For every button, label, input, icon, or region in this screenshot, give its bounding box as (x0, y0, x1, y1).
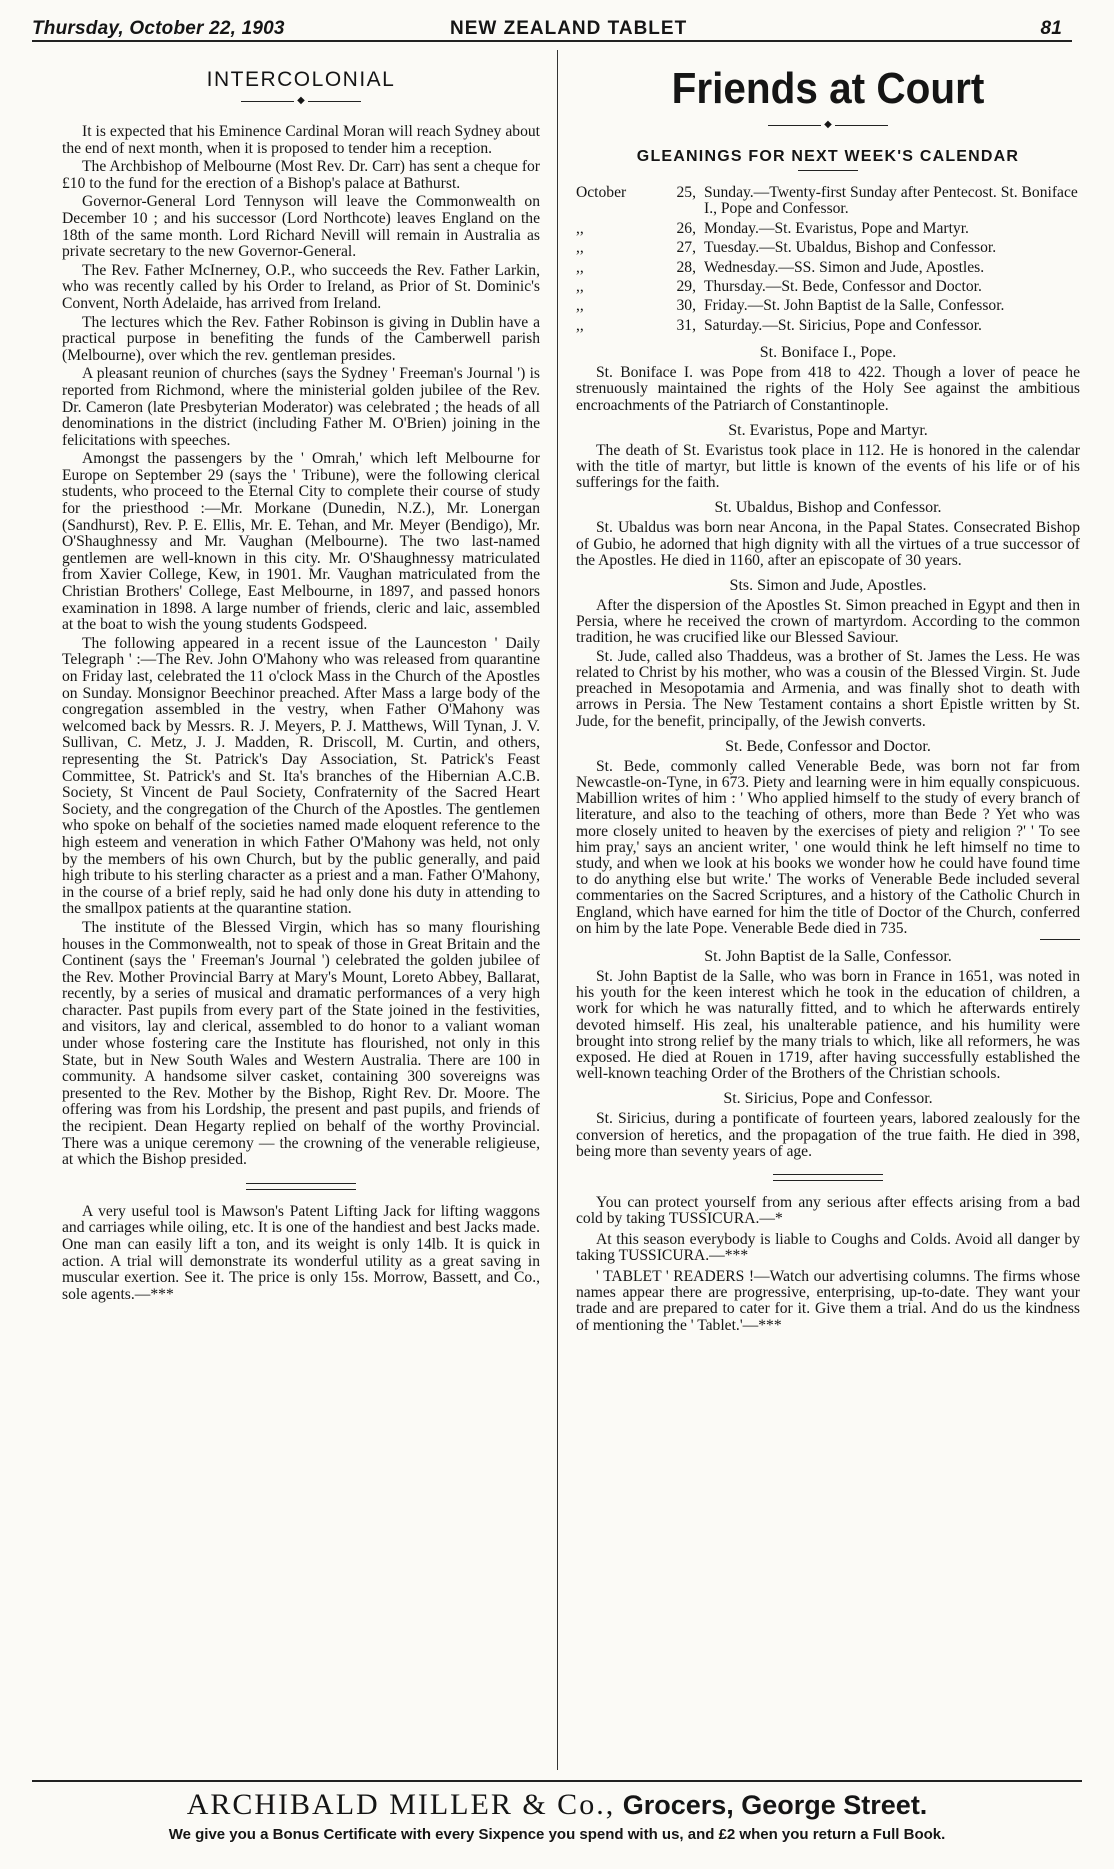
paragraph-rule (1040, 939, 1080, 940)
calendar-day: 28, (676, 258, 696, 276)
calendar-subtitle: GLEANINGS FOR NEXT WEEK'S CALENDAR (636, 148, 1020, 165)
intercolonial-body (62, 124, 540, 1169)
calendar-day: 27, (676, 239, 696, 257)
calendar-text: Thursday.—St. Bede, Confessor and Doctor. (704, 278, 982, 296)
calendar-entry (576, 221, 1080, 237)
calendar-text: Friday.—St. John Baptist de la Salle, Confessor. (704, 297, 1005, 315)
calendar-day: 25, (676, 184, 696, 201)
calendar-entry (576, 260, 1080, 276)
section-separator (246, 1183, 356, 1190)
calendar-entry (576, 298, 1080, 314)
saint-heading: St. Evaristus, Pope and Martyr. (728, 421, 928, 439)
grocer-name: ARCHIBALD MILLER & Co., (186, 1788, 616, 1821)
news-paragraph: Governor-General Lord Tennyson will leave the Commonwealth on December 10 ; and his successor (Lord Northcote) leaves England on the 18th of the same month. Lord Richard Nevill will remain in Australia as private secretary to the new Governor-General. (62, 193, 540, 261)
saints-body (576, 344, 1080, 1160)
advert-paragraph: ' TABLET ' READERS !—Watch our advertising columns. The firms whose names appear there are progressive, enterprising, up-to-date. They want your trade and are prepared to cater for it. Give them a trial. And do us the kindness of mentioning the ' Tablet.'—*** (576, 1267, 1080, 1334)
saint-paragraph: St. Jude, called also Thaddeus, was a brother of St. James the Less. He was related to Christ by his mother, who was a cousin of the Blessed Virgin. St. Jude preached in Mesopotamia and Armenia, and was finally shot to death with arrows in Persia. The New Testament contains a short Epistle written by St. Jude, for the benefit, principally, of the Jewish converts. (576, 647, 1080, 730)
saint-paragraph: St. Bede, commonly called Venerable Bede, was born not far from Newcastle-on-Tyne, in 673. Piety and learning were in him equally conspicuous. Mabillion writes of him : ' Who applied himself to the study of every branch of literature, and also to the teaching of others, more than Bede ? Yet who was more closely united to heaven by the exercises of piety and religion ?' ' To see him pray,' says an ancient writer, ' one would think he left himself no time to study, and when we look at his books we wonder how he could have found time to do anything else but write.' The works of Venerable Bede included several commentaries on the Sacred Scriptures, and a history of the Catholic Church in England, which have earned for him the title of Doctor of the Church, conferred on him by the late Pope. Venerable Bede died in 735. (576, 757, 1080, 937)
title-ornament: ◆ (768, 120, 888, 130)
saint-paragraph: After the dispersion of the Apostles St. Simon preached in Egypt and then in Persia, where he received the crown of martyrdom. According to the common tradition, he was crucified like our Blessed Saviour. (576, 597, 1080, 647)
calendar-text: Wednesday.—SS. Simon and Jude, Apostles. (704, 258, 985, 276)
calendar-month: ,, (576, 278, 584, 296)
advert-paragraph: You can protect yourself from any serious after effects arising from a bad cold by taking TUSSICURA.—* (576, 1193, 1080, 1228)
intercolonial-title: INTERCOLONIAL (206, 68, 396, 91)
calendar-month: ,, (576, 316, 584, 334)
saint-heading: St. Ubaldus, Bishop and Confessor. (714, 499, 942, 517)
header-rule (32, 40, 1072, 42)
calendar-day: 29, (676, 278, 696, 296)
saint-paragraph: St. John Baptist de la Salle, who was born in France in 1651, was noted in his youth for the keen interest which he took in the education of children, a work for which he was naturally fitted, and to which he afterwards entirely devoted himself. His zeal, his unalterable patience, and his humility were brought into strong relief by the many trials to which, like all reformers, he was exposed. He died at Rouen in 1719, after having successfully established the well-known teaching Order of the Brothers of the Christian schools. (576, 967, 1080, 1083)
calendar-entry (576, 240, 1080, 256)
footer-advert (32, 1780, 1082, 1843)
subtitle-rule (798, 170, 858, 171)
calendar-day: 31, (676, 316, 696, 334)
right-adverts (576, 1195, 1080, 1334)
friends-at-court-title: Friends at Court (671, 64, 985, 113)
mawson-jack-advert: A very useful tool is Mawson's Patent Lifting Jack for lifting waggons and carriages while oiling, etc. It is one of the handiest and best Jacks made. One man can easily lift a ton, and its weight is only 14lb. It is quick in action. A trial will demonstrate its wonderful utility as a great saving in muscular exertion. See it. The price is only 15s. Morrow, Bassett, and Co., sole agents.—*** (62, 1202, 540, 1303)
saint-heading: Sts. Simon and Jude, Apostles. (729, 577, 927, 595)
page-header (32, 4, 1072, 42)
news-paragraph: The following appeared in a recent issue of the Launceston ' Daily Telegraph ' :—The Rev. John O'Mahony who was released from quarantine on Friday last, celebrated the 11 o'clock Mass in the Church of the Apostles on Sunday. Monsignor Beechinor preached. After Mass a large body of the congregation assembled in the vestry, when Father O'Mahony was welcomed back by Messrs. R. J. Meyers, P. J. Matthews, Will Tynan, J. V. Sullivan, C. Metz, J. J. Madden, R. Driscoll, M. Curtin, and others, representing the St. Patrick's Day Association, St. Patrick's Feast Committee, St. Patrick's and St. Ita's branches of the Hibernian A.C.B. Society, St Vincent de Paul Society, Confraternity of the Sacred Heart Society, and the congregation of the Church of the Apostles. The gentlemen who spoke on behalf of the societies named made eloquent reference to the high esteem and veneration in which Father O'Mahony was held, not only by the members of his own Church, but by the public generally, and paid high tribute to his sterling character as a priest and a man. Father O'Mahony, in the course of a brief reply, said he had only done his duty in attending to the smallpox patients at the quarantine station. (62, 634, 540, 918)
calendar-day: 30, (676, 297, 696, 315)
news-paragraph: Amongst the passengers by the ' Omrah,' which left Melbourne for Europe on September 29 (says the ' Tribune), were the following clerical students, who proceed to the Eternal City to complete their course of study for the priesthood :—Mr. Morkane (Dunedin, N.Z.), Mr. Lonergan (Sandhurst), Rev. P. E. Ellis, Mr. E. Tehan, and Mr. Meyer (Bendigo), Mr. O'Shaughnessy and Mr. Vaughan (Melbourne). The two last-named gentlemen are well-known in this city. Mr. O'Shaughnessy matriculated from Xavier College, Kew, in 1901. Mr. Vaughan matriculated from the Christian Brothers' College, East Melbourne, in 1897, and passed honors examination in 1898. A large number of friends, cleric and laic, assembled at the boat to wish the young students Godspeed. (62, 450, 540, 634)
calendar-month: ,, (576, 239, 584, 257)
saint-paragraph: The death of St. Evaristus took place in 112. He is honored in the calendar with the title of martyr, but little is known of the events of his life or of his sufferings for the faith. (576, 441, 1080, 492)
news-paragraph: It is expected that his Eminence Cardinal Moran will reach Sydney about the end of next month, when it is proposed to tender him a reception. (62, 123, 540, 157)
saint-paragraph: St. Ubaldus was born near Ancona, in the Papal States. Consecrated Bishop of Gubio, he adorned that high dignity with all the virtues of a true successor of the Apostles. He died in 1160, after an episcopate of 30 years. (576, 519, 1080, 569)
calendar-month: ,, (576, 219, 584, 237)
saint-paragraph: St. Siricius, during a pontificate of fourteen years, labored zealously for the conversion of heretics, and the propagation of the true faith. He died in 398, being more than seventy years of age. (576, 1110, 1080, 1160)
news-paragraph: The institute of the Blessed Virgin, which has so many flourishing houses in the Commonwealth, not to speak of those in Great Britain and the Continent (says the ' Freeman's Journal ') celebrated the golden jubilee of the Rev. Mother Provincial Barry at Mary's Mount, Loreto Abbey, Ballarat, recently, by a series of musical and dramatic performances of a very high character. Past pupils from every part of the State joined in the festivities, and visitors, lay and clerical, assembled to do honor to a valiant woman under whose fostering care the Institute has flourished, not only in this State, but in New South Wales and Western Australia. There are 100 in community. A handsome silver casket, containing 300 sovereigns was presented to the Rev. Mother by the Bishop, Right Rev. Dr. Moore. The offering was from his Lordship, the present and past pupils, and friends of the recipient. Dean Hegarty replied on behalf of the worthy Provincial. There was a unique ceremony — the crowning of the venerable religieuse, at which the Bishop presided. (62, 918, 540, 1169)
column-divider (557, 50, 558, 1770)
calendar-month: October (576, 184, 627, 201)
section-separator (773, 1174, 883, 1181)
header-paper-name: NEW ZEALAND TABLET (450, 18, 688, 39)
saint-heading: St. Bede, Confessor and Doctor. (725, 737, 931, 755)
right-column (576, 50, 1080, 1338)
calendar-entry (576, 185, 1080, 218)
saint-heading: St. John Baptist de la Salle, Confessor. (704, 947, 952, 965)
calendar-text: Saturday.—St. Siricius, Pope and Confessor. (704, 316, 982, 334)
calendar-entry (576, 279, 1080, 295)
saint-heading: St. Boniface I., Pope. (759, 344, 897, 362)
advert-paragraph: At this season everybody is liable to Coughs and Colds. Avoid all danger by taking TUSSICURA.—*** (576, 1230, 1080, 1265)
bonus-line: We give you a Bonus Certificate with every Sixpence you spend with us, and £2 when you return a Full Book. (168, 1826, 946, 1843)
news-paragraph: The Archbishop of Melbourne (Most Rev. Dr. Carr) has sent a cheque for £10 to the fund for the erection of a Bishop's palace at Bathurst. (62, 158, 540, 192)
title-ornament: ◆ (241, 96, 361, 106)
saint-heading: St. Siricius, Pope and Confessor. (723, 1090, 933, 1108)
calendar-entry (576, 318, 1080, 334)
calendar-list (576, 185, 1080, 334)
calendar-text: Sunday.—Twenty-first Sunday after Pentecost. St. Boniface I., Pope and Confessor. (704, 184, 1078, 218)
grocer-firm: Grocers, George Street. (622, 1790, 928, 1820)
news-paragraph: The Rev. Father McInerney, O.P., who succeeds the Rev. Father Larkin, who was recently called by his Order to Ireland, as Prior of St. Dominic's Convent, North Adelaide, has arrived from Ireland. (62, 261, 540, 312)
left-column (62, 50, 540, 1305)
footer-rule (32, 1780, 1082, 1782)
calendar-month: ,, (576, 297, 584, 315)
header-date: Thursday, October 22, 1903 (32, 18, 285, 39)
news-paragraph: The lectures which the Rev. Father Robinson is giving in Dublin have a practical purpose in benefiting the funds of the Camberwell parish (Melbourne), over which the rev. gentleman presides. (62, 313, 540, 364)
calendar-text: Monday.—St. Evaristus, Pope and Martyr. (704, 219, 969, 237)
news-paragraph: A pleasant reunion of churches (says the Sydney ' Freeman's Journal ') is reported from Richmond, where the ministerial golden jubilee of the Rev. Dr. Cameron (late Presbyterian Moderator) was celebrated ; the heads of all denominations in the district (including Father M. O'Brien) joining in the felicitations with speeches. (62, 365, 540, 449)
saint-paragraph: St. Boniface I. was Pope from 418 to 422. Though a lover of peace he strenuously maintained the rights of the Holy See against the ambitious encroachments of the Patriarch of Constantinople. (576, 364, 1080, 414)
header-page-number: 81 (1040, 18, 1062, 39)
calendar-day: 26, (676, 219, 696, 237)
calendar-text: Tuesday.—St. Ubaldus, Bishop and Confessor. (704, 239, 997, 257)
grocer-advert (32, 1788, 1082, 1822)
calendar-month: ,, (576, 258, 584, 276)
